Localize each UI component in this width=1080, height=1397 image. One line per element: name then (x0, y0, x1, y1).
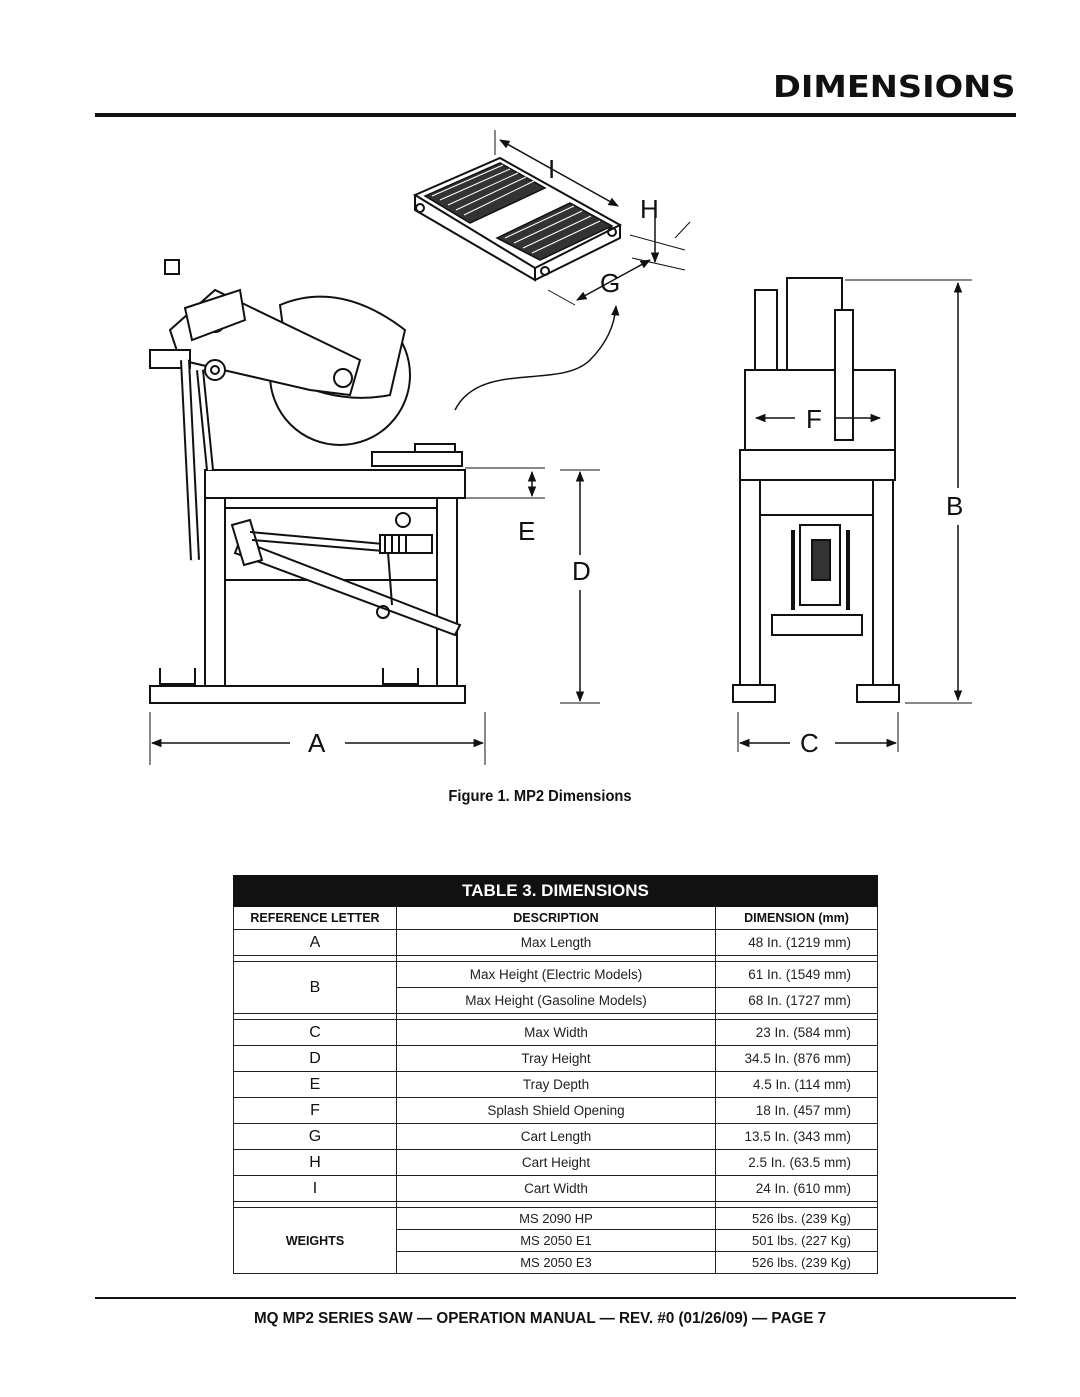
title-rule (95, 113, 1016, 117)
table-row: E Tray Depth 4.5 In. (114 mm) (234, 1072, 878, 1098)
label-h: H (640, 194, 659, 224)
weight-row: MS 2050 E1 501 lbs. (227 Kg) (234, 1230, 878, 1252)
table-row: I Cart Width 24 In. (610 mm) (234, 1176, 878, 1202)
table-row: A Max Length 48 In. (1219 mm) (234, 930, 878, 956)
header-description: DESCRIPTION (397, 907, 716, 930)
table-caption: TABLE 3. DIMENSIONS (234, 876, 878, 907)
weight-row: MS 2050 E3 526 lbs. (239 Kg) (234, 1252, 878, 1274)
label-e: E (518, 516, 536, 546)
header-reference-letter: REFERENCE LETTER (234, 907, 397, 930)
label-i: I (548, 154, 556, 184)
saw-dimension-drawing (140, 125, 980, 775)
saw-front-view (733, 278, 972, 752)
page-title: DIMENSIONS (773, 70, 1016, 105)
weights-label: WEIGHTS (234, 1208, 397, 1274)
label-g: G (600, 268, 621, 298)
footer-rule (95, 1297, 1016, 1299)
table-row: B Max Height (Electric Models) 61 In. (1549 mm) (234, 962, 878, 988)
label-f: F (806, 404, 822, 434)
weight-row: WEIGHTS MS 2090 HP 526 lbs. (239 Kg) (234, 1208, 878, 1230)
saw-dimension-figure (140, 125, 980, 775)
label-c: C (800, 728, 819, 758)
table-row: F Splash Shield Opening 18 In. (457 mm) (234, 1098, 878, 1124)
figure-caption: Figure 1. MP2 Dimensions (448, 788, 632, 805)
label-b: B (946, 491, 964, 521)
table-row: G Cart Length 13.5 In. (343 mm) (234, 1124, 878, 1150)
page-footer: MQ MP2 SERIES SAW — OPERATION MANUAL — REV. #0 (01/26/09) — PAGE 7 (253, 1310, 827, 1327)
saw-side-view (150, 260, 600, 765)
table-row: Max Height (Gasoline Models) 68 In. (1727 mm) (234, 988, 878, 1014)
table-row: D Tray Height 34.5 In. (876 mm) (234, 1046, 878, 1072)
dimensions-table (233, 875, 878, 1274)
table-row: H Cart Height 2.5 In. (63.5 mm) (234, 1150, 878, 1176)
label-a: A (308, 728, 326, 758)
table-row: C Max Width 23 In. (584 mm) (234, 1020, 878, 1046)
header-dimension: DIMENSION (mm) (716, 907, 878, 930)
label-d: D (572, 556, 591, 586)
